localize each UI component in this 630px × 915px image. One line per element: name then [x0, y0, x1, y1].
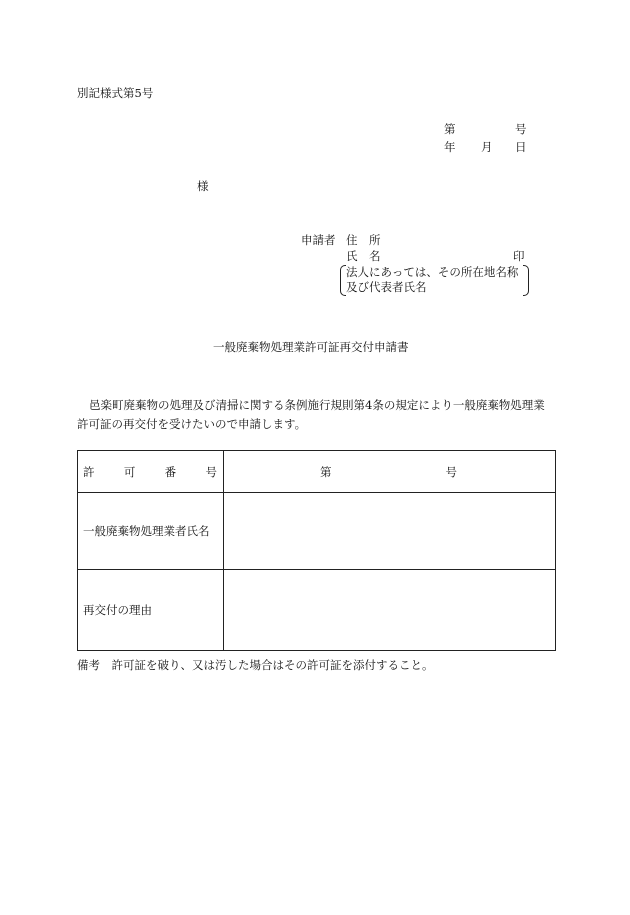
document-title: 一般廃棄物処理業許可証再交付申請書: [213, 340, 409, 354]
body-paragraph: 邑楽町廃棄物の処理及び清掃に関する条例施行規則第4条の規定により一般廃棄物処理業許可証の再交付を受けたいので申請します。: [77, 398, 545, 431]
form-number: 別記様式第5号: [77, 86, 154, 100]
permit-number-value[interactable]: [224, 451, 556, 493]
address-label: 住 所: [346, 233, 381, 247]
name-label: 氏 名: [346, 249, 381, 263]
addressee-honorific: 様: [197, 179, 209, 193]
holder-name-value[interactable]: [224, 493, 556, 570]
corporate-note-line1: 法人にあっては、その所在地名称: [346, 265, 519, 279]
remarks-note: 備考 許可証を破り、又は汚した場合はその許可証を添付すること。: [77, 658, 434, 672]
permit-number-label: 許 可 番 号: [78, 451, 224, 493]
permit-number-prefix: 第: [320, 464, 332, 479]
applicant-label: 申請者: [301, 233, 336, 247]
permit-number-suffix: 号: [445, 464, 457, 479]
seal-mark: 印: [513, 249, 525, 263]
date-day: 日: [515, 140, 527, 154]
reason-row: [78, 570, 556, 651]
date-month: 月: [481, 140, 493, 154]
application-table: [77, 450, 556, 651]
reason-value[interactable]: [224, 570, 556, 651]
permit-number-row: [78, 451, 556, 493]
note-bracket-right: [523, 265, 529, 296]
date-year: 年: [444, 140, 456, 154]
holder-name-row: [78, 493, 556, 570]
corporate-note-line2: 及び代表者氏名: [346, 280, 427, 294]
holder-name-label: 一般廃棄物処理業者氏名: [78, 493, 224, 570]
doc-number-suffix: 号: [515, 122, 527, 136]
reason-label: 再交付の理由: [78, 570, 224, 651]
doc-number-prefix: 第: [444, 122, 456, 136]
